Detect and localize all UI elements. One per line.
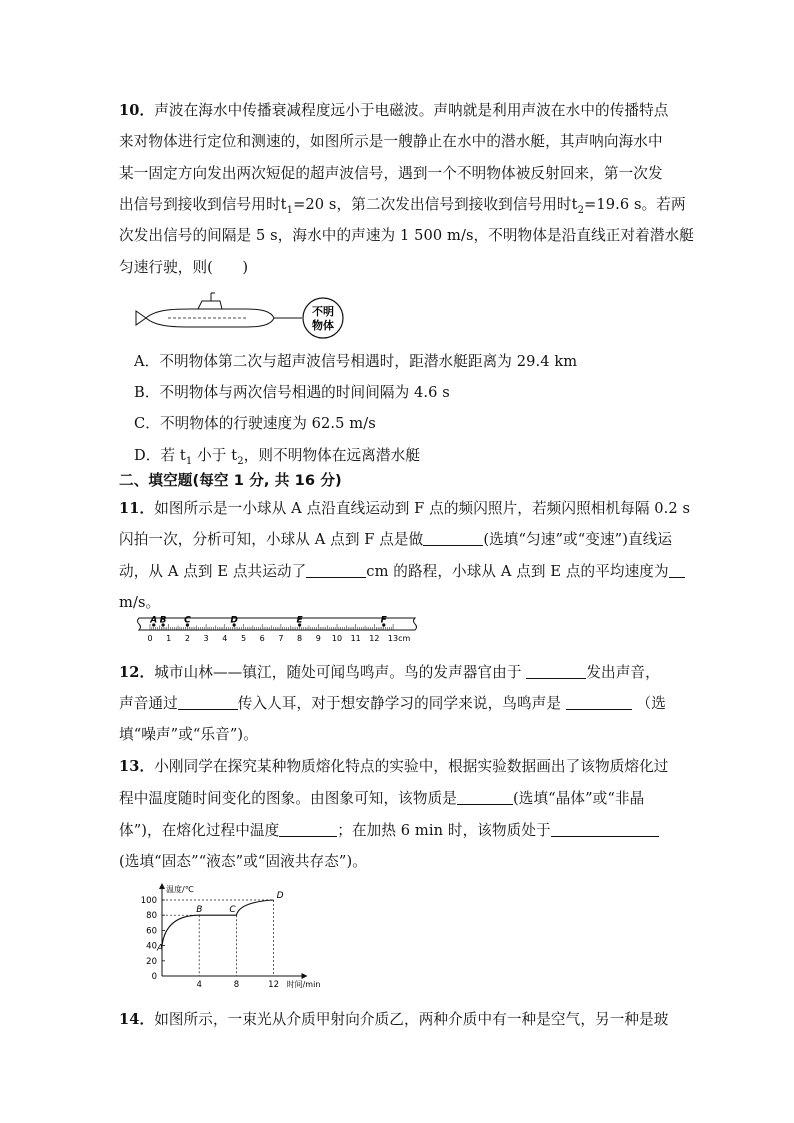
ruler-points (149, 616, 387, 627)
y-axis-arrow (159, 883, 165, 889)
q10-line-6: 匀速行驶，则( ) (119, 259, 249, 276)
q13-line-1 (119, 757, 669, 777)
q10-option-b: B．不明物体与两次信号相遇的时间间隔为 4.6 s (134, 384, 450, 401)
x-tick-label: 8 (233, 980, 240, 990)
q13-line-2 (119, 789, 644, 809)
q11-blank-2[interactable] (306, 562, 366, 578)
q12-line-1 (119, 663, 660, 683)
ruler-tick-label: 2 (184, 634, 190, 643)
ruler-ticks (147, 624, 410, 643)
q12-text-2c: （选 (636, 695, 666, 712)
q12-text-2b: 传入人耳，对于想安静学习的同学来说，鸟鸣声是 (237, 695, 562, 712)
q11-text-1: 如图所示是一小球从 A 点沿直线运动到 F 点的频闪照片，若频闪照相机每隔 0.2 s (154, 500, 691, 517)
q13-line-3 (119, 821, 659, 841)
chart-curve (162, 900, 274, 946)
q13-blank-3[interactable] (551, 821, 659, 837)
q13-text-2a: 程中温度随时间变化的图象。由图象可知，该物质是 (119, 790, 457, 807)
t2-subscript: 2 (577, 204, 585, 216)
section-2-heading: 二、填空题(每空 1 分, 共 16 分) (119, 472, 342, 489)
x-axis-arrow (302, 973, 308, 979)
ruler-tick-label: 3 (203, 634, 209, 643)
opt-d-t2-sub: 2 (237, 455, 244, 467)
x-tick-label: 12 (268, 980, 280, 990)
q10-text-1: 声波在海水中传播衰减程度远小于电磁波。声呐就是利用声波在水中的传播特点 (154, 102, 669, 119)
t1-subscript: 1 (286, 204, 294, 216)
q12-line-3: 填“噪声”或“乐音”)。 (119, 726, 258, 743)
ruler-point-label: C (184, 615, 191, 626)
unknown-object-label-2: 物体 (312, 319, 334, 332)
q11-number: 11． (119, 500, 155, 517)
ruler-point-label: B (159, 615, 167, 626)
unknown-object-label-1: 不明 (312, 305, 334, 318)
q12-number: 12． (119, 664, 155, 681)
q13-line-4: (选填“固态”“液态”或“固液共存态”)。 (119, 853, 367, 870)
ruler-tick-label: 0 (147, 634, 153, 643)
q14-text-1: 如图所示，一束光从介质甲射向介质乙，两种介质中有一种是空气，另一种是玻 (154, 1011, 669, 1028)
y-tick-label: 80 (146, 911, 157, 922)
q12-text-1b: 发出声音， (586, 664, 660, 681)
q10-text-4b: =20 s，第二次发出信号到接收到信号用时t (293, 196, 578, 213)
q13-blank-2[interactable] (279, 821, 337, 837)
q12-blank-3[interactable] (566, 694, 632, 710)
y-tick-label: 100 (140, 896, 157, 906)
q10-line-2: 来对物体进行定位和测速的，如图所示是一艘静止在水中的潜水艇，其声呐向海水中 (119, 133, 663, 150)
q10-line-5: 次发出信号的间隔是 5 s，海水中的声速为 1 500 m/s，不明物体是沿直线正对着潜水艇 (119, 227, 694, 244)
q10-option-c: C．不明物体的行驶速度为 62.5 m/s (134, 415, 376, 432)
opt-d-t1-sub: 1 (185, 455, 193, 467)
q11-text-2b: (选填“匀速”或“变速”)直线运 (483, 531, 673, 548)
ruler-tick-label: 13cm (387, 634, 411, 643)
q13-blank-1[interactable] (457, 789, 513, 805)
ruler-figure[interactable] (136, 614, 418, 646)
q14-line-1 (119, 1010, 669, 1030)
q11-line-2 (119, 530, 672, 550)
q11-blank-1[interactable] (423, 530, 483, 546)
q10-option-d (134, 446, 420, 472)
q11-line-4: m/s。 (119, 594, 161, 611)
ruler-point-label: A (150, 615, 158, 626)
q13-text-2b: (选填“晶体”或“非晶 (512, 790, 645, 807)
q11-line-3 (119, 562, 685, 582)
ruler-point-label: E (296, 615, 303, 626)
y-axis-label: 温度/℃ (166, 885, 194, 894)
q10-line-4 (119, 195, 686, 221)
ruler-tick-label: 8 (297, 634, 303, 643)
melting-chart (120, 882, 321, 994)
submarine-tower (198, 301, 222, 309)
ruler-tick-label: 9 (315, 634, 321, 643)
chart-guides (162, 900, 274, 976)
submarine-tail-fin (136, 311, 146, 325)
y-tick-label: 20 (146, 956, 157, 967)
point-label: D (276, 891, 284, 901)
ruler-tick-label: 11 (350, 634, 361, 643)
q12-line-2 (119, 694, 666, 714)
q11-blank-3[interactable] (669, 562, 685, 578)
q10-opt-d-a: D．若 t (134, 447, 186, 464)
y-tick-label: 0 (151, 972, 157, 982)
y-tick-label: 60 (146, 926, 157, 937)
q12-text-1a: 城市山林——镇江，随处可闻鸟鸣声。鸟的发声器官由于 (154, 664, 522, 681)
q10-text-4c: =19.6 s。若两 (584, 196, 686, 213)
ruler-tick-label: 6 (259, 634, 265, 643)
point-label: B (196, 905, 203, 916)
q12-text-2a: 声音通过 (119, 695, 178, 712)
point-label: C (229, 905, 236, 916)
q12-blank-1[interactable] (526, 663, 586, 679)
q11-text-3b: cm 的路程，小球从 A 点到 E 点的平均速度为 (366, 563, 669, 580)
q13-text-1: 小刚同学在探究某种物质熔化特点的实验中，根据实验数据画出了该物质熔化过 (154, 758, 669, 775)
x-tick-label: 4 (196, 980, 202, 990)
submarine-figure (136, 289, 356, 345)
chart-axes (159, 883, 308, 979)
ruler-tick-label: 5 (240, 634, 247, 643)
q10-opt-d-b: 小于 t (192, 447, 238, 464)
y-tick-label: 40 (146, 941, 157, 952)
q10-text-4a: 出信号到接收到信号用时t (119, 196, 287, 213)
q10-opt-d-c: ，则不明物体在远离潜水艇 (243, 447, 421, 464)
q10-option-a: A．不明物体第二次与超声波信号相遇时，距潜水艇距离为 29.4 km (134, 353, 578, 370)
q10-line-3: 某一固定方向发出两次短促的超声波信号，遇到一个不明物体被反射回来，第一次发 (119, 165, 663, 182)
ruler-tick-label: 1 (166, 634, 172, 643)
q11-text-2a: 闪拍一次，分析可知，小球从 A 点到 F 点是做 (119, 531, 424, 548)
ruler-point-label: D (230, 615, 238, 626)
ruler-tick-label: 4 (222, 634, 228, 643)
unknown-object-circle (303, 298, 343, 338)
point-label: A (157, 943, 164, 954)
q14-number: 14． (119, 1011, 155, 1028)
ruler-tick-label: 12 (369, 634, 380, 643)
q11-line-1 (119, 499, 690, 519)
x-axis-label: 时间/min (286, 980, 321, 989)
q11-text-3a: 动，从 A 点到 E 点共运动了 (119, 563, 307, 580)
q10-line-1 (119, 101, 669, 121)
ruler-point-label: F (380, 615, 387, 626)
temperature-curve (162, 900, 274, 946)
q13-text-3a: 体”)，在熔化过程中温度 (119, 822, 280, 839)
ruler-tick-label: 10 (331, 634, 343, 643)
q13-number: 13． (119, 758, 155, 775)
q10-number: 10． (119, 102, 155, 119)
q12-blank-2[interactable] (178, 694, 238, 710)
ruler-tick-label: 7 (278, 634, 284, 643)
q13-text-3b: ；在加热 6 min 时，该物质处于 (337, 822, 551, 839)
